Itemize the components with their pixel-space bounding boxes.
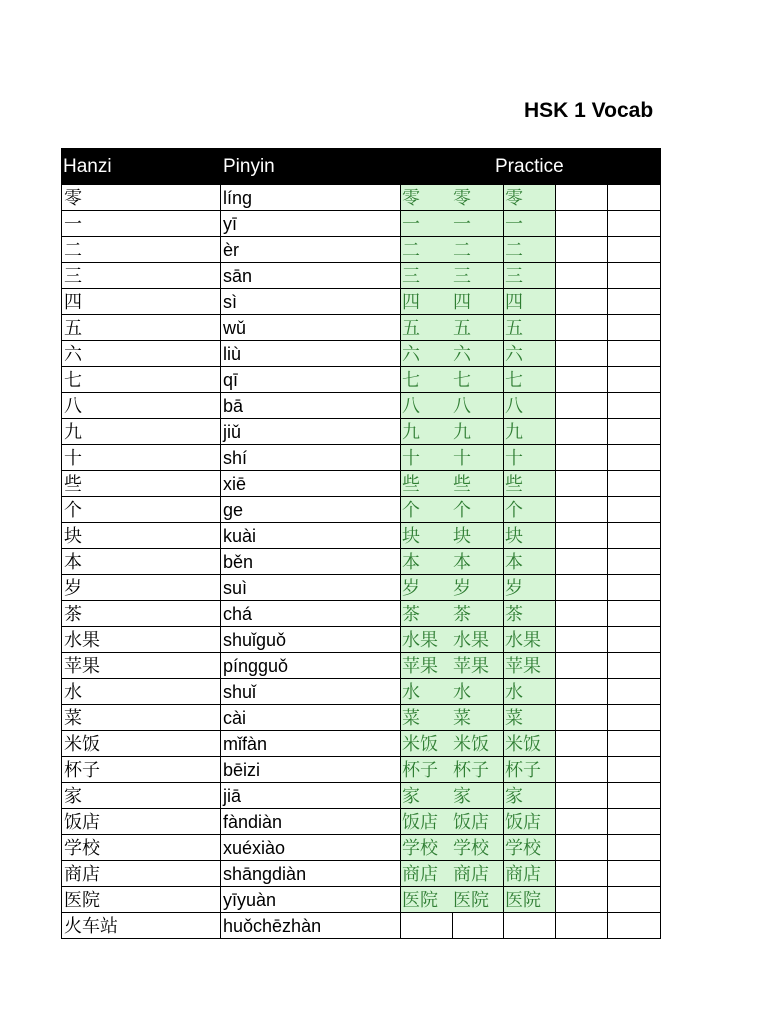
practice-cell-empty[interactable] <box>556 601 608 627</box>
table-row <box>61 185 661 211</box>
practice-cell[interactable]: 七 <box>452 367 504 393</box>
practice-cell[interactable]: 米饭 <box>504 731 556 757</box>
table-body <box>61 185 661 939</box>
hanzi-cell[interactable]: 四 <box>61 289 221 315</box>
practice-cell-empty[interactable] <box>608 783 661 809</box>
hanzi-cell[interactable]: 菜 <box>61 705 221 731</box>
pinyin-cell[interactable]: bā <box>223 396 244 416</box>
practice-cell[interactable]: 十 <box>504 445 556 471</box>
practice-cell-empty[interactable] <box>556 523 608 549</box>
practice-cell[interactable]: 四 <box>452 289 504 315</box>
practice-cell-empty[interactable] <box>608 497 661 523</box>
hanzi-cell[interactable]: 水 <box>61 679 221 705</box>
practice-cell[interactable]: 五 <box>452 315 504 341</box>
practice-cell[interactable]: 三 <box>452 263 504 289</box>
practice-cell[interactable]: 菜 <box>400 705 453 731</box>
practice-cell[interactable]: 些 <box>504 471 556 497</box>
table-row <box>61 263 661 289</box>
pinyin-cell[interactable]: ge <box>223 500 244 520</box>
table-row <box>61 809 661 835</box>
practice-cell-empty[interactable] <box>556 627 608 653</box>
practice-cell-empty[interactable] <box>556 757 608 783</box>
practice-cell-empty[interactable] <box>608 185 661 211</box>
practice-cell[interactable]: 水果 <box>452 627 504 653</box>
practice-cell[interactable]: 医院 <box>452 887 504 913</box>
practice-cell[interactable]: 一 <box>400 211 453 237</box>
practice-cell-empty[interactable] <box>556 731 608 757</box>
practice-cell-empty[interactable] <box>556 861 608 887</box>
practice-cell-empty[interactable] <box>608 861 661 887</box>
hanzi-cell[interactable]: 水果 <box>61 627 221 653</box>
table-row <box>61 575 661 601</box>
practice-cell[interactable]: 商店 <box>400 861 453 887</box>
practice-cell[interactable]: 水果 <box>504 627 556 653</box>
pinyin-cell[interactable]: xiē <box>223 474 247 494</box>
hanzi-cell[interactable]: 些 <box>61 471 221 497</box>
practice-cell[interactable]: 水 <box>452 679 504 705</box>
practice-cell[interactable]: 三 <box>504 263 556 289</box>
practice-cell-empty[interactable] <box>556 705 608 731</box>
practice-cell[interactable]: 个 <box>452 497 504 523</box>
practice-cell-empty[interactable] <box>608 887 661 913</box>
table-row <box>61 523 661 549</box>
pinyin-cell[interactable]: yīyuàn <box>223 890 277 910</box>
pinyin-cell[interactable]: mǐfàn <box>223 734 268 754</box>
pinyin-cell[interactable]: shuǐ <box>223 682 257 702</box>
practice-cell[interactable]: 杯子 <box>504 757 556 783</box>
practice-cell-empty[interactable] <box>556 913 608 939</box>
practice-cell[interactable]: 八 <box>400 393 453 419</box>
hanzi-cell[interactable]: 岁 <box>61 575 221 601</box>
practice-cell[interactable]: 四 <box>400 289 453 315</box>
table-row <box>61 887 661 913</box>
practice-cell[interactable]: 五 <box>504 315 556 341</box>
table-row <box>61 835 661 861</box>
practice-cell-empty[interactable] <box>556 341 608 367</box>
practice-cell[interactable]: 一 <box>504 211 556 237</box>
practice-cell[interactable]: 学校 <box>504 835 556 861</box>
practice-cell-empty[interactable] <box>608 263 661 289</box>
practice-cell-empty[interactable] <box>556 211 608 237</box>
pinyin-cell[interactable]: shí <box>223 448 248 468</box>
practice-cell[interactable]: 本 <box>504 549 556 575</box>
practice-cell-empty[interactable] <box>608 809 661 835</box>
pinyin-cell[interactable]: sì <box>223 292 238 312</box>
pinyin-cell[interactable]: chá <box>223 604 253 624</box>
practice-cell-empty[interactable] <box>608 679 661 705</box>
practice-cell-empty[interactable] <box>608 367 661 393</box>
practice-cell-empty[interactable] <box>400 913 453 939</box>
practice-cell[interactable]: 茶 <box>400 601 453 627</box>
hanzi-cell[interactable]: 家 <box>61 783 221 809</box>
hanzi-cell[interactable]: 一 <box>61 211 221 237</box>
hanzi-cell[interactable]: 十 <box>61 445 221 471</box>
pinyin-cell[interactable]: líng <box>223 188 253 208</box>
practice-cell-empty[interactable] <box>608 393 661 419</box>
table-row <box>61 627 661 653</box>
practice-cell-empty[interactable] <box>452 913 504 939</box>
practice-cell[interactable]: 八 <box>504 393 556 419</box>
practice-cell[interactable]: 七 <box>400 367 453 393</box>
pinyin-cell[interactable]: píngguǒ <box>223 656 289 676</box>
practice-cell-empty[interactable] <box>608 237 661 263</box>
practice-cell[interactable]: 五 <box>400 315 453 341</box>
practice-cell[interactable]: 水果 <box>400 627 453 653</box>
hanzi-cell[interactable]: 杯子 <box>61 757 221 783</box>
practice-cell[interactable]: 二 <box>504 237 556 263</box>
pinyin-cell[interactable]: èr <box>223 240 240 260</box>
practice-cell[interactable]: 个 <box>400 497 453 523</box>
practice-cell[interactable]: 家 <box>504 783 556 809</box>
hanzi-cell[interactable]: 二 <box>61 237 221 263</box>
pinyin-cell[interactable]: fàndiàn <box>223 812 283 832</box>
practice-cell-empty[interactable] <box>556 809 608 835</box>
practice-cell-empty[interactable] <box>608 913 661 939</box>
practice-cell-empty[interactable] <box>608 731 661 757</box>
practice-cell[interactable]: 六 <box>504 341 556 367</box>
practice-cell[interactable]: 九 <box>400 419 453 445</box>
table-row <box>61 367 661 393</box>
practice-cell[interactable]: 苹果 <box>452 653 504 679</box>
hanzi-cell[interactable]: 本 <box>61 549 221 575</box>
practice-cell[interactable]: 二 <box>452 237 504 263</box>
practice-cell[interactable]: 苹果 <box>504 653 556 679</box>
practice-cell[interactable]: 饭店 <box>504 809 556 835</box>
practice-cell[interactable]: 饭店 <box>400 809 453 835</box>
hanzi-cell[interactable]: 茶 <box>61 601 221 627</box>
practice-cell-empty[interactable] <box>608 523 661 549</box>
practice-cell-empty[interactable] <box>608 627 661 653</box>
table-row <box>61 549 661 575</box>
pinyin-cell[interactable]: běn <box>223 552 254 572</box>
table-row <box>61 913 661 939</box>
table-row <box>61 211 661 237</box>
table-header <box>61 148 661 185</box>
practice-cell[interactable]: 菜 <box>452 705 504 731</box>
practice-cell[interactable]: 学校 <box>452 835 504 861</box>
practice-cell-empty[interactable] <box>504 913 556 939</box>
table-row <box>61 601 661 627</box>
practice-cell-empty[interactable] <box>556 679 608 705</box>
pinyin-cell[interactable]: jiā <box>223 786 242 806</box>
practice-cell[interactable]: 些 <box>452 471 504 497</box>
practice-cell[interactable]: 六 <box>452 341 504 367</box>
hanzi-cell[interactable]: 零 <box>61 185 221 211</box>
pinyin-cell[interactable]: wǔ <box>223 318 247 338</box>
hanzi-cell[interactable]: 商店 <box>61 861 221 887</box>
hanzi-cell[interactable]: 学校 <box>61 835 221 861</box>
hanzi-cell[interactable]: 苹果 <box>61 653 221 679</box>
practice-cell[interactable]: 茶 <box>504 601 556 627</box>
hanzi-cell[interactable]: 八 <box>61 393 221 419</box>
practice-cell-empty[interactable] <box>556 445 608 471</box>
practice-cell-empty[interactable] <box>556 471 608 497</box>
hanzi-cell[interactable]: 米饭 <box>61 731 221 757</box>
table-row <box>61 471 661 497</box>
practice-cell-empty[interactable] <box>556 289 608 315</box>
practice-cell[interactable]: 菜 <box>504 705 556 731</box>
table-row <box>61 445 661 471</box>
practice-cell-empty[interactable] <box>556 497 608 523</box>
hanzi-cell[interactable]: 九 <box>61 419 221 445</box>
practice-cell-empty[interactable] <box>608 419 661 445</box>
practice-cell[interactable]: 三 <box>400 263 453 289</box>
pinyin-cell[interactable]: qī <box>223 370 239 390</box>
practice-cell[interactable]: 个 <box>504 497 556 523</box>
practice-cell-empty[interactable] <box>556 185 608 211</box>
sheet-title: HSK 1 Vocab <box>524 99 654 122</box>
practice-cell-empty[interactable] <box>608 289 661 315</box>
practice-cell-empty[interactable] <box>608 549 661 575</box>
practice-cell[interactable]: 块 <box>400 523 453 549</box>
practice-cell-empty[interactable] <box>556 393 608 419</box>
table-row <box>61 315 661 341</box>
hanzi-cell[interactable]: 医院 <box>61 887 221 913</box>
practice-cell-empty[interactable] <box>556 575 608 601</box>
practice-cell[interactable]: 商店 <box>504 861 556 887</box>
pinyin-cell[interactable]: liù <box>223 344 242 364</box>
pinyin-cell[interactable]: yī <box>223 214 238 234</box>
practice-cell[interactable]: 水 <box>504 679 556 705</box>
practice-cell[interactable]: 水 <box>400 679 453 705</box>
practice-cell[interactable]: 岁 <box>400 575 453 601</box>
practice-cell[interactable]: 杯子 <box>400 757 453 783</box>
practice-cell-empty[interactable] <box>608 445 661 471</box>
practice-cell[interactable]: 商店 <box>452 861 504 887</box>
practice-cell[interactable]: 二 <box>400 237 453 263</box>
pinyin-cell[interactable]: bēizi <box>223 760 261 780</box>
pinyin-cell[interactable]: huǒchēzhàn <box>223 916 322 936</box>
practice-cell[interactable]: 九 <box>452 419 504 445</box>
practice-cell-empty[interactable] <box>556 263 608 289</box>
practice-cell[interactable]: 茶 <box>452 601 504 627</box>
practice-cell[interactable]: 岁 <box>452 575 504 601</box>
practice-cell[interactable]: 零 <box>504 185 556 211</box>
hanzi-cell[interactable]: 饭店 <box>61 809 221 835</box>
hanzi-cell[interactable]: 三 <box>61 263 221 289</box>
hanzi-cell[interactable]: 五 <box>61 315 221 341</box>
practice-cell[interactable]: 米饭 <box>452 731 504 757</box>
pinyin-cell[interactable]: shuǐguǒ <box>223 630 287 650</box>
practice-cell-empty[interactable] <box>556 653 608 679</box>
practice-cell-empty[interactable] <box>608 471 661 497</box>
pinyin-cell[interactable]: cài <box>223 708 247 728</box>
practice-cell[interactable]: 块 <box>504 523 556 549</box>
practice-cell-empty[interactable] <box>556 237 608 263</box>
table-row <box>61 731 661 757</box>
practice-cell[interactable]: 九 <box>504 419 556 445</box>
practice-cell-empty[interactable] <box>608 315 661 341</box>
table-row <box>61 289 661 315</box>
practice-cell-empty[interactable] <box>556 783 608 809</box>
table-row <box>61 237 661 263</box>
practice-cell[interactable]: 医院 <box>504 887 556 913</box>
practice-cell[interactable]: 家 <box>452 783 504 809</box>
pinyin-cell[interactable]: sān <box>223 266 253 286</box>
practice-cell-empty[interactable] <box>608 575 661 601</box>
table-row <box>61 341 661 367</box>
table-row <box>61 861 661 887</box>
practice-cell[interactable]: 块 <box>452 523 504 549</box>
header-hanzi: Hanzi <box>63 156 112 177</box>
practice-cell[interactable]: 零 <box>452 185 504 211</box>
practice-cell-empty[interactable] <box>556 315 608 341</box>
pinyin-cell[interactable]: xuéxiào <box>223 838 286 858</box>
practice-cell[interactable]: 八 <box>452 393 504 419</box>
pinyin-cell[interactable]: suì <box>223 578 248 598</box>
practice-cell-empty[interactable] <box>556 887 608 913</box>
practice-cell-empty[interactable] <box>608 757 661 783</box>
header-pinyin: Pinyin <box>223 156 275 177</box>
practice-cell-empty[interactable] <box>608 653 661 679</box>
pinyin-cell[interactable]: kuài <box>223 526 257 546</box>
practice-cell[interactable]: 本 <box>400 549 453 575</box>
hanzi-cell[interactable]: 块 <box>61 523 221 549</box>
hanzi-cell[interactable]: 火车站 <box>61 913 221 939</box>
practice-cell[interactable]: 医院 <box>400 887 453 913</box>
hanzi-cell[interactable]: 六 <box>61 341 221 367</box>
practice-cell-empty[interactable] <box>556 835 608 861</box>
vocab-table <box>61 148 661 939</box>
practice-cell-empty[interactable] <box>608 601 661 627</box>
table-row <box>61 679 661 705</box>
table-row <box>61 757 661 783</box>
practice-cell-empty[interactable] <box>556 419 608 445</box>
practice-cell[interactable]: 十 <box>452 445 504 471</box>
practice-cell-empty[interactable] <box>556 367 608 393</box>
practice-cell[interactable]: 零 <box>400 185 453 211</box>
practice-cell-empty[interactable] <box>556 549 608 575</box>
table-row <box>61 653 661 679</box>
table-row <box>61 705 661 731</box>
practice-cell[interactable]: 七 <box>504 367 556 393</box>
practice-cell[interactable]: 岁 <box>504 575 556 601</box>
practice-cell[interactable]: 米饭 <box>400 731 453 757</box>
table-row <box>61 419 661 445</box>
pinyin-cell[interactable]: jiǔ <box>223 422 242 442</box>
practice-cell-empty[interactable] <box>608 705 661 731</box>
practice-cell[interactable]: 些 <box>400 471 453 497</box>
practice-cell-empty[interactable] <box>608 211 661 237</box>
table-row <box>61 497 661 523</box>
practice-cell[interactable]: 四 <box>504 289 556 315</box>
practice-cell[interactable]: 苹果 <box>400 653 453 679</box>
practice-cell[interactable]: 饭店 <box>452 809 504 835</box>
practice-cell[interactable]: 六 <box>400 341 453 367</box>
practice-cell[interactable]: 学校 <box>400 835 453 861</box>
table-row <box>61 783 661 809</box>
hanzi-cell[interactable]: 个 <box>61 497 221 523</box>
table-row <box>61 393 661 419</box>
practice-cell[interactable]: 本 <box>452 549 504 575</box>
practice-cell-empty[interactable] <box>608 341 661 367</box>
header-practice: Practice <box>495 156 564 177</box>
practice-cell[interactable]: 十 <box>400 445 453 471</box>
practice-cell[interactable]: 一 <box>452 211 504 237</box>
practice-cell[interactable]: 杯子 <box>452 757 504 783</box>
hanzi-cell[interactable]: 七 <box>61 367 221 393</box>
practice-cell[interactable]: 家 <box>400 783 453 809</box>
practice-cell-empty[interactable] <box>608 835 661 861</box>
pinyin-cell[interactable]: shāngdiàn <box>223 864 307 884</box>
